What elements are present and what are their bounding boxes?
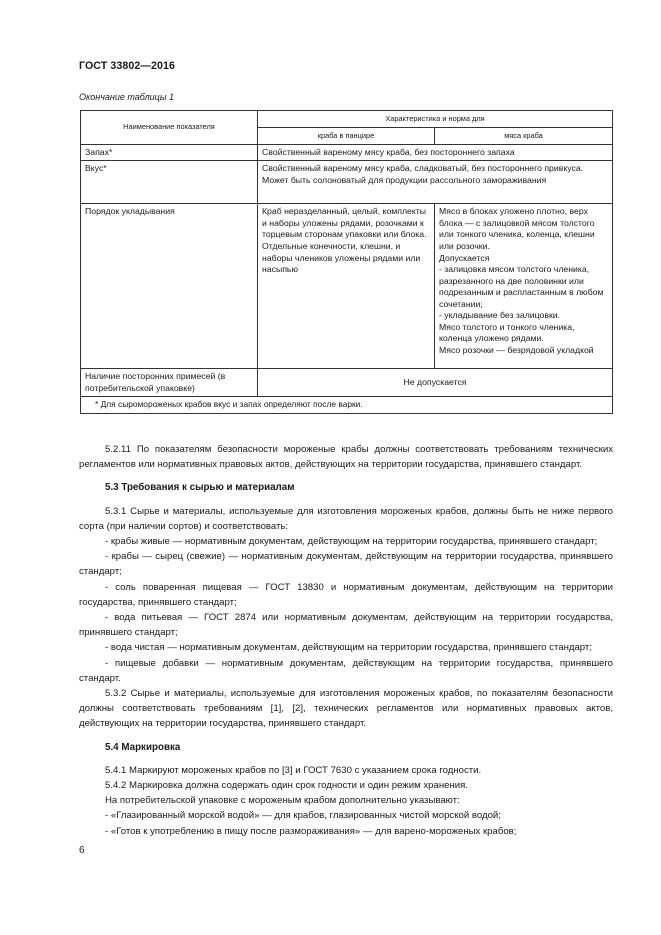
heading-5-4: 5.4 Маркировка (105, 741, 181, 753)
body-text (79, 442, 613, 839)
standard-header: ГОСТ 33802—2016 (79, 60, 176, 72)
paragraph-5-2-11: 5.2.11 По показателям безопасности мороженые крабы должны соответствовать требованиям технических регламентов или нормативных правовых актов, действующих на территории государства, принявшего стандарт. (79, 444, 613, 471)
list-item: - пищевые добавки — нормативным документам, действующим на территории государства, принявшего стандарт. (79, 657, 613, 684)
packing-meat-2: Допускается (439, 252, 490, 263)
list-item: - вода питьевая — ГОСТ 2874 или нормативным документам, действующим на территории государства, принявшего стандарт; (79, 612, 613, 639)
table-footnote: * Для сыромороженых крабов вкус и запах определяют после варки. (81, 397, 613, 413)
packing-meat-1: Мясо в блоках уложено плотно, верх блока — с залицовкой мясом толстого или тонкого членика, коленца, клешни или розочки. (439, 206, 595, 251)
row-value-taste (258, 161, 613, 204)
packing-meat-4: - укладывание без залицовки. (439, 310, 561, 321)
row-value-smell: Свойственный вареному мясу краба, без постороннего запаха (258, 144, 613, 161)
list-item: - крабы — сырец (свежие) — нормативным документам, действующим на территории государства, принявшего стандарт; (79, 551, 613, 578)
characteristics-table (80, 110, 613, 414)
row-name-smell: Запах* (81, 144, 258, 161)
paragraph-5-3-2: 5.3.2 Сырье и материалы, используемые для изготовления мороженых крабов, по показателям безопасности должны соответствовать требованиям [1], [2], технических регламентов или нормативных правовых актов, действующих на территории государства, принявшего стандарт. (79, 688, 613, 730)
list-item: - «Глазированный морской водой» — для крабов, глазированных чистой морской водой; (105, 810, 501, 822)
row-name-taste: Вкус* (81, 161, 258, 204)
list-item: - соль поваренная пищевая — ГОСТ 13830 и нормативным документам, действующим на территории государства, принявшего стандарт; (79, 581, 613, 608)
packing-meat-3: - залицовка мясом толстого членика, разрезанного на две половинки или подрезанным и распластанным в любом сочетании; (439, 264, 604, 309)
packing-shell-2: Отдельные конечности, клешни, и наборы члеников уложены рядами или насыпью (262, 240, 421, 275)
paragraph-5-3-1: 5.3.1 Сырье и материалы, используемые для изготовления мороженых крабов, должны быть не ниже первого сорта (при наличии сортов) и соответствовать: (79, 505, 613, 532)
header-characteristic-group: Характеристика и норма для (258, 111, 613, 128)
list-item: - вода чистая — нормативным документам, действующим на территории государства, принявшего стандарт; (105, 642, 592, 654)
table-caption: Окончание таблицы 1 (79, 92, 174, 102)
page-number: 6 (79, 845, 85, 856)
header-indicator-name: Наименование показателя (81, 111, 258, 145)
row-name-impurities: Наличие посторонних примесей (в потребительской упаковке) (81, 369, 258, 397)
table-row (81, 161, 613, 204)
list-item: - «Готов к употреблению в пищу после размораживания» — для варено-мороженых крабов; (105, 825, 517, 837)
header-crab-in-shell: краба в панцире (258, 127, 435, 144)
list-item: - крабы живые — нормативным документам, действующим на территории государства, принявшего стандарт; (105, 536, 598, 548)
paragraph-5-4-1: 5.4.1 Маркируют мороженых крабов по [3] и ГОСТ 7630 с указанием срока годности. (105, 764, 482, 776)
table-row (81, 144, 613, 161)
table-footnote-row (81, 397, 613, 413)
heading-5-3: 5.3 Требования к сырью и материалам (105, 482, 295, 494)
paragraph-consumer-packaging: На потребительской упаковке с мороженым крабом дополнительно указывают: (105, 795, 460, 807)
packing-meat-5: Мясо толстого и тонкого членика, коленца уложено рядами. (439, 321, 575, 344)
row-value-packing-meat (435, 204, 613, 369)
taste-line-1: Свойственный вареному мясу краба, сладковатый, без постороннего привкуса. (262, 163, 584, 174)
table-header-row (81, 111, 613, 128)
row-value-impurities: Не допускается (258, 369, 613, 397)
table-row (81, 369, 613, 397)
row-name-packing: Порядок укладывания (81, 204, 258, 369)
packing-shell-1: Краб неразделанный, целый, комплекты и наборы уложены рядами, розочками к торцевым сторонам упаковки или блока. (262, 206, 427, 240)
header-crab-meat: мяса краба (435, 127, 613, 144)
taste-line-2: Может быть солоноватый для продукции рассольного замораживания (262, 174, 547, 185)
paragraph-5-4-2: 5.4.2 Маркировка должна содержать один срок годности и один режим хранения. (105, 780, 468, 792)
table-row (81, 204, 613, 369)
row-value-packing-shell (258, 204, 435, 369)
packing-meat-6: Мясо розочки — безрядовой укладкой (439, 345, 594, 355)
